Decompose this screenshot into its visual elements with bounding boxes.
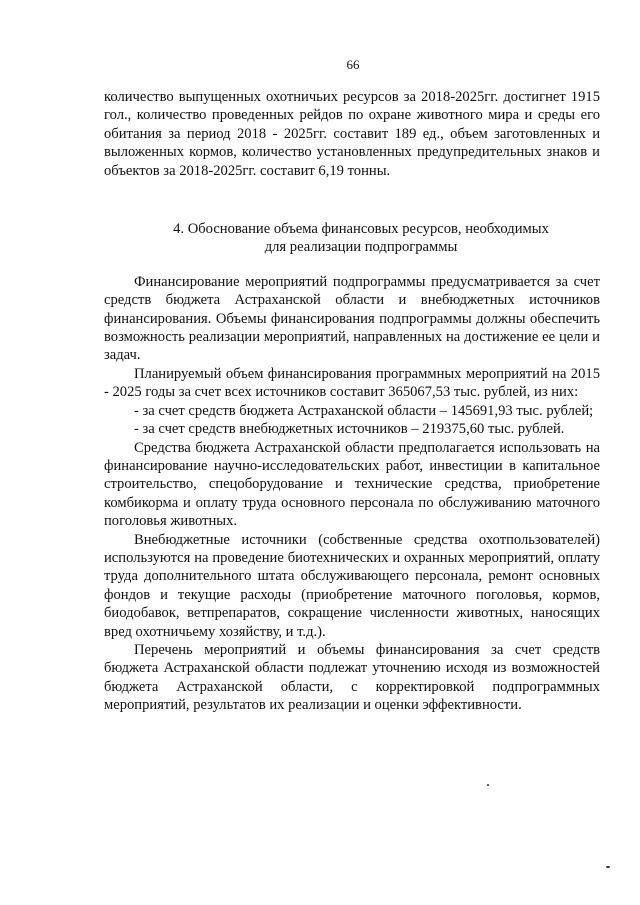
scan-speck	[606, 866, 610, 868]
document-page	[104, 56, 600, 715]
section-title	[104, 220, 600, 257]
page-number: 66	[346, 57, 360, 72]
section-title-line-1: 4. Обоснование объема финансовых ресурсов, необходимых	[173, 221, 549, 238]
lead-paragraph: количество выпущенных охотничьих ресурсов за 2018-2025гг. достигнет 1915 гол., количество проведенных рейдов по охране животного мира и среды его обитания за период 2018 - 2025гг. составит 189 ед., объем заготовленных и выложенных кормов, количество установленных предупредительных знаков и объектов за 2018-2025гг. составит 6,19 тонны.	[104, 89, 600, 179]
paragraph-financing: Финансирование мероприятий подпрограммы предусматривается за счет средств бюджета Астраханской области и внебюджетных источников финансирования. Объемы финансирования подпрограммы должны обеспечить возможность реализации мероприятий, направленных на достижение ее цели и задач.	[104, 273, 600, 364]
section-title-line-2: для реализации подпрограммы	[264, 239, 458, 256]
scan-speck	[487, 784, 489, 786]
paragraph-list-clarification: Перечень мероприятий и объемы финансирования за счет средств бюджета Астраханской области подлежат уточнению исходя из возможностей бюджета Астраханской области, с корректировкой подпрограммных мероприятий, результатов их реализации и оценки эффективности.	[104, 641, 600, 714]
paragraph-regional-budget: - за счет средств бюджета Астраханской области – 145691,93 тыс. рублей;	[134, 402, 594, 419]
paragraph-budget-usage: Средства бюджета Астраханской области предполагается использовать на финансирование научно-исследовательских работ, инвестиции в капитальное строительство, спецоборудование и технические средства, приобретение комбикорма и оплату труда основного персонала по обслуживанию маточного поголовья животных.	[104, 439, 600, 530]
paragraph-planned-volume: Планируемый объем финансирования программных мероприятий на 2015 - 2025 годы за счет всех источников составит 365067,53 тыс. рублей, из них:	[104, 365, 600, 401]
paragraph-extrabudgetary-usage: Внебюджетные источники (собственные средства охотпользователей) используются на проведение биотехнических и охранных мероприятий, оплату труда дополнительного штата обслуживающего персонала, ремонт основных фондов и текущие расходы (приобретение маточного поголовья, кормов, биодобавок, ветпрепаратов, сокращение численности животных, наносящих вред охотничьему хозяйству, и т.д.).	[104, 531, 600, 640]
paragraph-extrabudgetary: - за счет средств внебюджетных источников – 219375,60 тыс. рублей.	[134, 421, 565, 438]
